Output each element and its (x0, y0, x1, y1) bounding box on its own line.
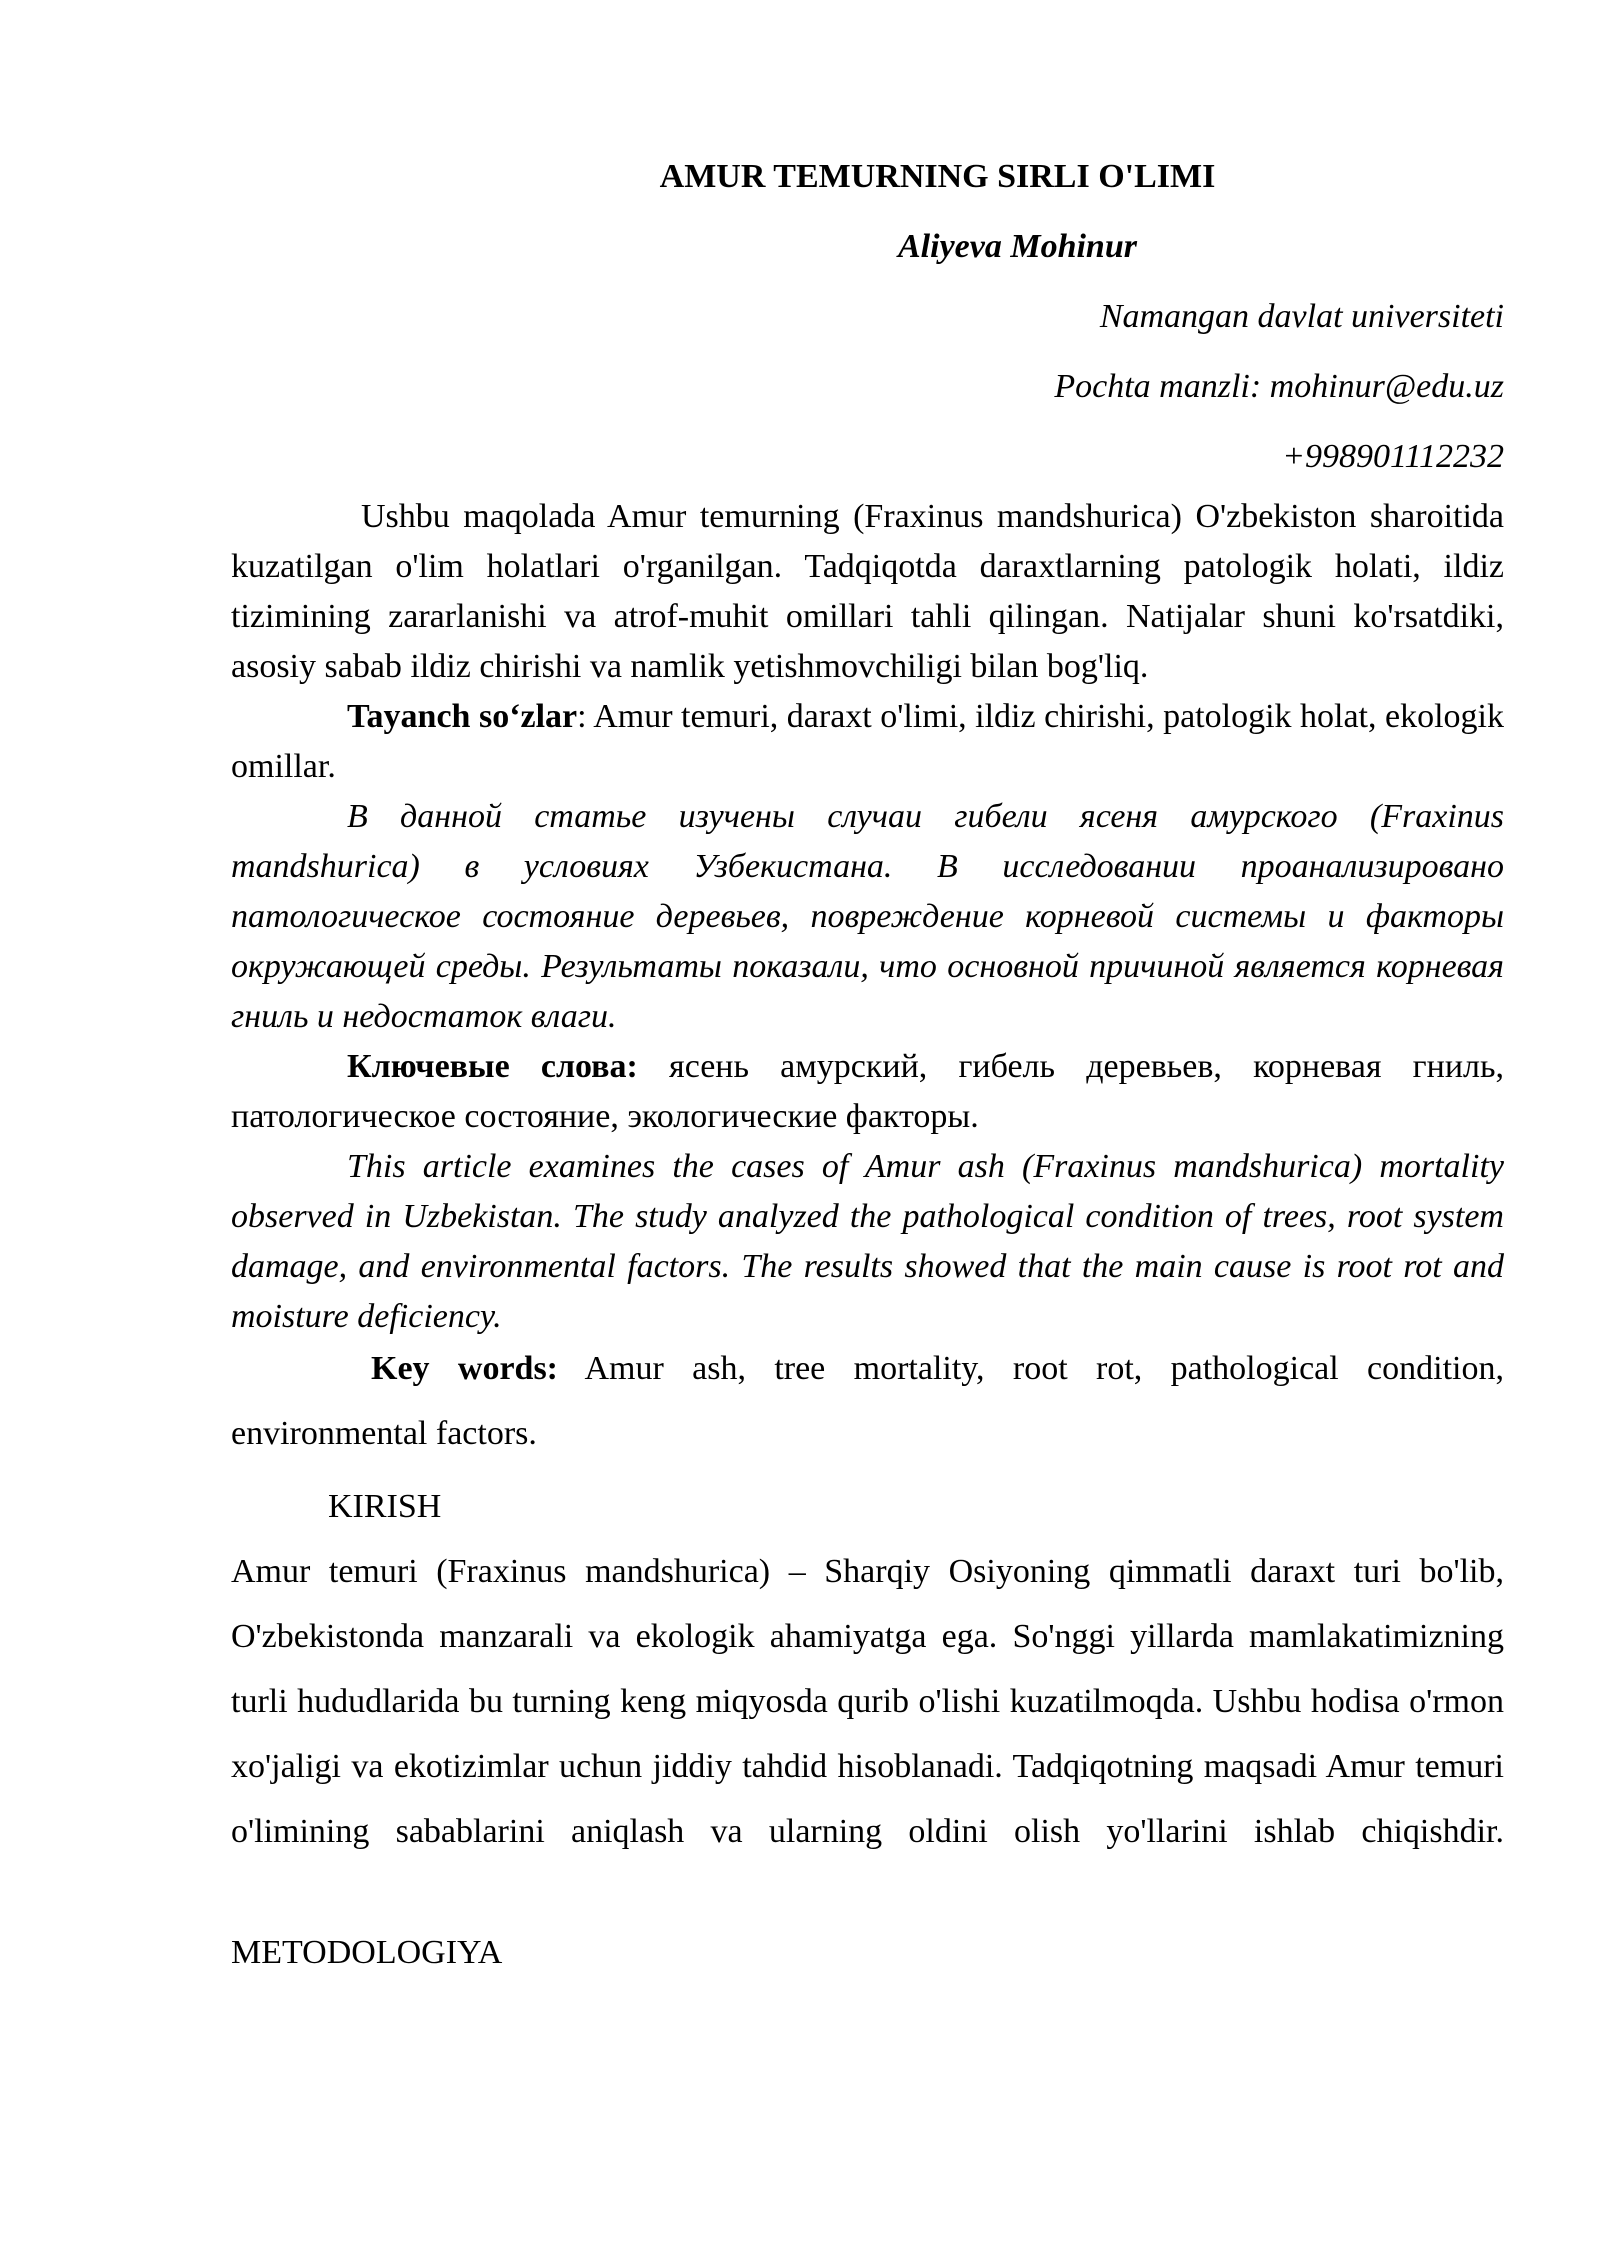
keywords-uz-label: Tayanch so‘zlar (347, 698, 578, 735)
author-name: Aliyeva Mohinur (898, 228, 1137, 265)
keywords-ru (231, 1042, 1504, 1142)
abstract-en: This article examines the cases of Amur ash (Fraxinus mandshurica) mortality observed in Uzbekistan. The study analyzed the pathological condition of trees, root system damage, and environmental factors. The results showed that the main cause is root rot and moisture deficiency. (231, 1148, 1504, 1335)
keywords-ru-label: Ключевые слова: (347, 1048, 638, 1085)
email-line: Pochta manzli: mohinur@edu.uz (1054, 368, 1504, 405)
keywords-uz (231, 692, 1504, 792)
keywords-ru-text: ясень амурский, гибель деревьев, корневая гниль, патологическое состояние, экологические факторы. (231, 1048, 1504, 1135)
intro-paragraph: Amur temuri (Fraxinus mandshurica) – Sharqiy Osiyoning qimmatli daraxt turi bo'lib, O'zbekistonda manzarali va ekologik ahamiyatga ega. So'nggi yillarda mamlakatimizning turli hududlarida bu turning keng miqyosda qurib o'lishi kuzatilmoqda. Ushbu hodisa o'rmon xo'jaligi va ekotizimlar uchun jiddiy tahdid hisoblanadi. Tadqiqotning maqsadi Amur temuri o'limining sabablarini aniqlash va ularning oldini olish yo'llarini ishlab chiqishdir. (231, 1553, 1504, 1850)
article-title: AMUR TEMURNING SIRLI O'LIMI (659, 158, 1216, 195)
abstract-uz: Ushbu maqolada Amur temurning (Fraxinus mandshurica) O'zbekiston sharoitida kuzatilgan o'lim holatlari o'rganilgan. Tadqiqotda daraxtlarning patologik holati, ildiz tizimining zararlanishi va atrof-muhit omillari tahli qilingan. Natijalar shuni ko'rsatdiki, asosiy sabab ildiz chirishi va namlik yetishmovchiligi bilan bog'liq. (231, 498, 1504, 685)
affiliation: Namangan davlat universiteti (1099, 298, 1504, 335)
keywords-en-text: Amur ash, tree mortality, root rot, pathological condition, environmental factors. (231, 1350, 1504, 1452)
keywords-en (231, 1336, 1504, 1466)
keywords-uz-text: : Amur temuri, daraxt o'limi, ildiz chirishi, patologik holat, ekologik omillar. (231, 698, 1504, 785)
phone-number: +998901112232 (1282, 438, 1504, 475)
section-heading-methodology: METODOLOGIYA (231, 1934, 503, 1971)
section-heading-intro: KIRISH (328, 1488, 442, 1525)
keywords-en-label: Key words: (371, 1350, 558, 1387)
abstract-ru: В данной статье изучены случаи гибели ясеня амурского (Fraxinus mandshurica) в условиях Узбекистана. В исследовании проанализировано патологическое состояние деревьев, повреждение корневой системы и факторы окружающей среды. Результаты показали, что основной причиной является корневая гниль и недостаток влаги. (231, 798, 1504, 1035)
